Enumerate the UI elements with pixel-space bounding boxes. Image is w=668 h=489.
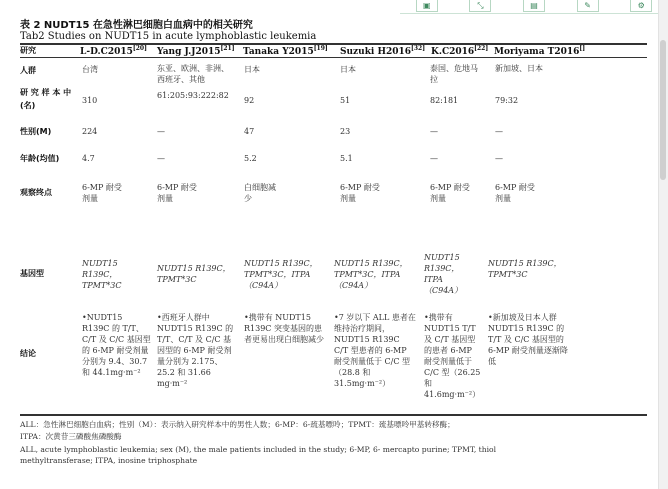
cell-sample-6: 79:32 [495,96,519,105]
bottom-rule [20,414,647,416]
header-rule [20,57,647,58]
cell-endpoint-1: 6-MP 耐受剂量 [82,183,122,203]
cell-age-3: 5.2 [244,154,257,163]
header-study-3: Tanaka Y2015[19] [243,45,328,57]
header-study-1: L-D.C2015[20] [80,45,147,57]
cell-sample-4: 51 [340,96,351,105]
cell-age-4: 5.1 [340,154,353,163]
cell-age-5: — [430,154,438,163]
row-label-population: 人群 [20,66,36,75]
cell-population-3: 日本 [244,65,260,74]
row-label-age: 年龄(均值) [20,154,60,163]
shrink-icon[interactable]: ⤡ [469,0,491,12]
cell-sample-1: 310 [82,96,98,105]
cell-sex-4: 23 [340,127,351,136]
row-label-endpoint: 观察终点 [20,188,52,197]
cell-genotype-2: NUDT15 R139C，TPMT*3C [157,264,231,284]
image-toolbar [400,0,668,14]
cell-population-2: 东亚、欧洲、非洲、西班牙、其他 [157,64,229,84]
cell-endpoint-4: 6-MP 耐受剂量 [340,183,380,203]
table-note-line2: ITPA：次黄苷三磷酸焦磷酸酶 [20,432,122,441]
table-note-line1: ALL：急性淋巴细胞白血病；性别（M）：表示纳入研究样本中的男性人数；6-MP：6-巯基嘌呤；TPMT：巯基嘌呤甲基转移酶； [20,420,455,429]
cell-conclusion-5: •携带有 NUDT15 T/T 及 C/T 基因型的患者 6-MP 耐受剂量低于 C/C 型（26.25 和 41.6mg·m⁻²） [424,313,481,399]
cell-sample-5: 82:181 [430,96,459,105]
header-study-5: K.C2016[22] [431,45,489,57]
header-study-4: Suzuki H2016[32] [340,45,426,57]
cell-population-1: 台湾 [82,65,98,74]
cell-conclusion-3: •携带有 NUDT15 R139C 突变基因的患者更易出现白细胞减少 [244,313,324,344]
table-note-line3: ALL, acute lymphoblastic leukemia; sex (M), the male patients included in the study; 6-MP, 6- mercapto purine; TPMT, thiol [20,445,497,454]
cell-genotype-5: NUDT15 R139C，ITPA（C94A） [424,253,463,295]
vertical-scrollbar[interactable] [658,0,668,489]
cell-sample-2: 61:205:93:222:82 [157,91,229,100]
cell-population-5: 泰国、危地马拉 [430,64,478,84]
cell-sex-2: — [157,127,165,136]
cell-conclusion-2: •西班牙人群中 NUDT15 R139C 的 T/T、C/T 及 C/C 基因型的 6-MP 耐受剂量分别为 2.175、25.2 和 31.66 mg·m⁻² [157,313,234,388]
cell-endpoint-5: 6-MP 耐受剂量 [430,183,470,203]
cell-age-2: — [157,154,165,163]
row-label-conclusion: 结论 [20,349,36,358]
row-label-sex: 性别(M) [20,127,52,136]
table-title-en: Tab2 Studies on NUDT15 in acute lymphoblastic leukemia [20,31,317,42]
cell-endpoint-6: 6-MP 耐受剂量 [495,183,535,203]
cell-population-4: 日本 [340,65,356,74]
cell-genotype-1: NUDT15 R139C，TPMT*3C [82,259,122,290]
cell-conclusion-6: •新加坡及日本人群 NUDT15 R139C 的 T/T 及 C/C 基因型的 6-MP 耐受剂量逐渐降低 [488,313,568,366]
cell-sex-6: — [495,127,503,136]
cell-sample-3: 92 [244,96,255,105]
row-label-genotype: 基因型 [20,269,44,278]
scrollbar-thumb[interactable] [660,40,666,180]
floppy-icon[interactable]: ▤ [523,0,545,12]
cell-genotype-3: NUDT15 R139C，TPMT*3C，ITPA（C94A） [244,259,318,290]
table-note-line4: methyltransferase; ITPA, inosine triphosphate [20,456,198,465]
cell-conclusion-4: •7 岁以下 ALL 患者在维持治疗期间，NUDT15 R139C C/T 型患者的 6-MP 耐受剂量低于 C/C 型（28.8 和 31.5mg·m⁻²） [334,313,416,388]
header-label-study: 研究 [20,46,36,55]
cell-population-6: 新加坡、日本 [495,64,543,73]
cell-endpoint-3: 白细胞减少 [244,183,276,203]
header-study-6: Moriyama T2016[] [494,45,586,57]
cell-sex-5: — [430,127,438,136]
cell-endpoint-2: 6-MP 耐受剂量 [157,183,197,203]
cell-sex-1: 224 [82,127,98,136]
row-label-sample-line2: (名) [20,101,36,110]
edit-icon[interactable]: ✎ [577,0,599,12]
settings-icon[interactable]: ⚙ [630,0,652,12]
save-icon[interactable]: ▣ [416,0,438,12]
cell-age-6: — [495,154,503,163]
row-label-sample-line1: 研 究 样 本 中 [20,88,72,97]
table-title-cn: 表 2 NUDT15 在急性淋巴细胞白血病中的相关研究 [20,20,253,31]
row-label-sample [20,86,71,112]
cell-age-1: 4.7 [82,154,95,163]
header-study-2: Yang J.J2015[21] [157,45,235,57]
cell-genotype-6: NUDT15 R139C，TPMT*3C [488,259,562,279]
cell-conclusion-1: •NUDT15 R139C 的 T/T、C/T 及 C/C 基因型的 6-MP 耐受剂量分别为 9.4、30.7 和 44.1mg·m⁻² [82,313,151,377]
cell-sex-3: 47 [244,127,255,136]
cell-genotype-4: NUDT15 R139C，TPMT*3C，ITPA（C94A） [334,259,408,290]
